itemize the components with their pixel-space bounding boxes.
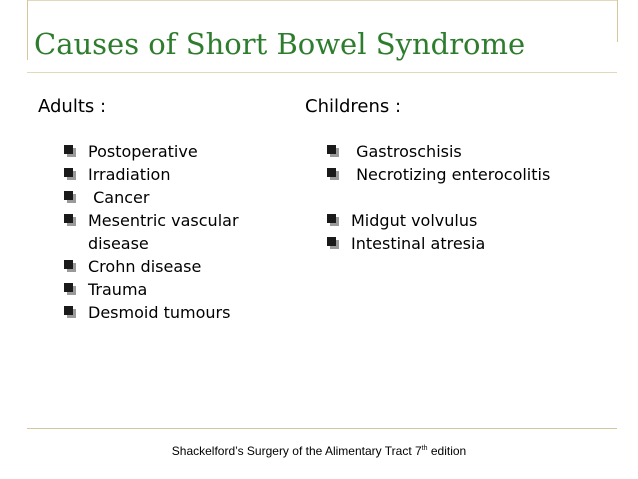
list-item [64,186,274,209]
list-item-text: Mesentric vascular disease [88,211,239,253]
list-item [64,163,274,186]
list-item-text: Postoperative [88,142,198,161]
list-item-text: Crohn disease [88,257,202,276]
children-list [327,140,627,255]
list-item [327,140,627,163]
footer-text: Shackelford’s Surgery of the Alimentary Tract 7 [171,444,422,458]
list-item [327,163,627,186]
square-bullet-icon [327,168,339,180]
square-bullet-icon [64,214,76,226]
square-bullet-icon [327,237,339,249]
list-item [64,301,274,324]
title-separator [27,72,617,73]
list-item-text: Midgut volvulus [351,211,478,230]
adults-heading: Adults : [38,96,107,117]
list-item-text: Intestinal atresia [351,234,486,253]
list-item [327,232,627,255]
title-right-border [617,0,618,42]
slide-title: Causes of Short Bowel Syndrome [34,27,526,61]
list-item-text: Trauma [88,280,148,299]
square-bullet-icon [64,306,76,318]
footer-citation [0,444,638,458]
square-bullet-icon [64,145,76,157]
list-item-text: Irradiation [88,165,171,184]
list-item-text: Cancer [88,188,150,207]
square-bullet-icon [327,145,339,157]
square-bullet-icon [64,260,76,272]
adults-list [64,140,274,324]
square-bullet-icon [327,214,339,226]
list-item-text: Necrotizing enterocolitis [351,165,551,184]
list-item [327,209,627,232]
title-top-border [27,0,617,1]
list-item [64,278,274,301]
square-bullet-icon [64,168,76,180]
list-item [64,209,274,255]
list-item-text: Gastroschisis [351,142,462,161]
list-item [64,255,274,278]
square-bullet-icon [64,283,76,295]
square-bullet-icon [64,191,76,203]
list-item-text: Desmoid tumours [88,303,231,322]
footer-suffix: edition [427,444,467,458]
children-heading: Childrens : [305,96,402,117]
footer-separator [27,428,617,429]
list-item [64,140,274,163]
title-left-border [27,0,28,60]
list-spacer [327,186,627,209]
footer-superscript: th [421,445,428,452]
